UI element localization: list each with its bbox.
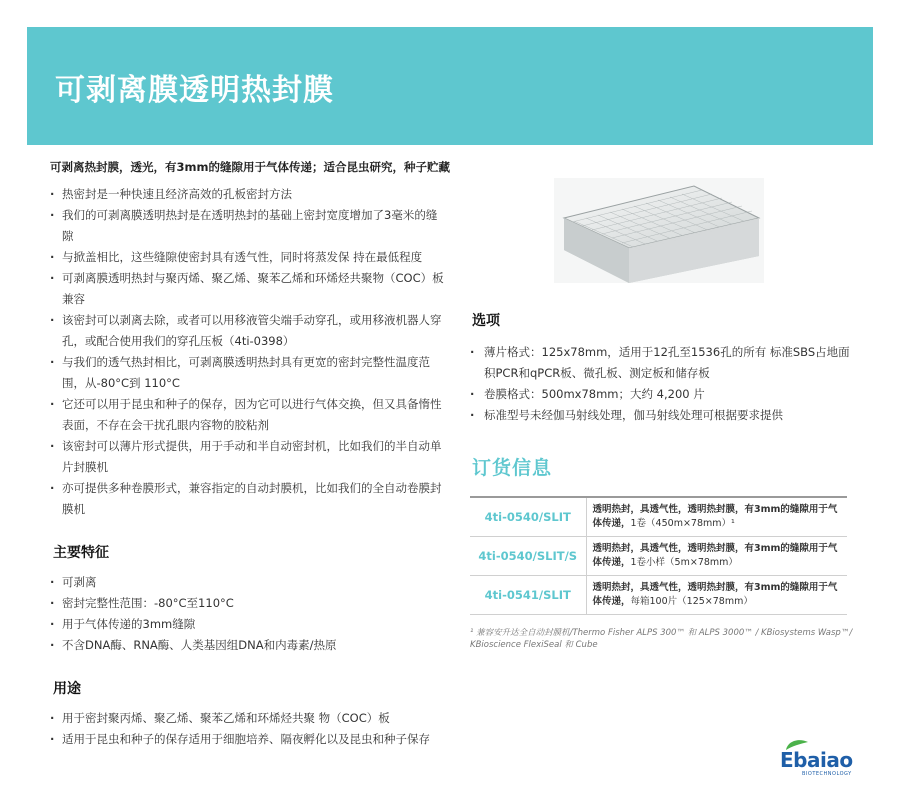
description-detail: 每箱100片（125×78mm）	[630, 596, 753, 607]
list-item: · 可剥离	[50, 572, 445, 593]
list-item: · 与我们的透气热封相比，可剥离膜透明热封具有更宽的密封完整性温度范围，从-80°C到 110°C	[50, 352, 445, 394]
company-logo	[780, 738, 860, 778]
description-detail: 1卷（450m×78mm）¹	[630, 518, 735, 529]
left-column	[50, 158, 450, 750]
list-item: · 密封完整性范围：-80°C至110°C	[50, 593, 445, 614]
features-title: 主要特征	[53, 545, 109, 561]
list-item: · 卷膜格式：500mx78mm；大约 4,200 片	[470, 384, 860, 405]
description-list	[50, 184, 445, 520]
product-code: 4ti-0541/SLIT	[470, 576, 586, 615]
list-item: · 亦可提供多种卷膜形式，兼容指定的自动封膜机，比如我们的全自动卷膜封膜机	[50, 478, 445, 520]
product-description	[586, 537, 847, 576]
product-code: 4ti-0540/SLIT	[470, 497, 586, 537]
list-item: · 它还可以用于昆虫和种子的保存，因为它可以进行气体交换，但又具备惰性表面，不存在会干扰孔眼内容物的胶粘剂	[50, 394, 445, 436]
description-bold: 透明热封，具透气性，透明热封膜，有3mm的缝隙用于气体传递，	[592, 543, 838, 568]
uses-title: 用途	[53, 681, 81, 697]
list-item: · 该密封可以薄片形式提供，用于手动和半自动密封机，比如我们的半自动单片封膜机	[50, 436, 445, 478]
list-item: · 不含DNA酶、RNA酶、人类基因组DNA和内毒素/热原	[50, 635, 445, 656]
list-item: · 热密封是一种快速且经济高效的孔板密封方法	[50, 184, 445, 205]
list-item: · 我们的可剥离膜透明热封是在透明热封的基础上密封宽度增加了3毫米的缝隙	[50, 205, 445, 247]
list-item: · 可剥离膜透明热封与聚丙烯、聚乙烯、聚苯乙烯和环烯烃共聚物（COC）板兼容	[50, 268, 445, 310]
description-bold: 透明热封，具透气性，透明热封膜，有3mm的缝隙用于气体传递，	[592, 582, 838, 607]
list-item: · 薄片格式：125x78mm，适用于12孔至1536孔的所有 标准SBS占地面积PCR和qPCR板、微孔板、测定板和储存板	[470, 342, 860, 384]
ordering-table	[470, 496, 847, 615]
intro-text: 可剥离热封膜，透光，有3mm的缝隙用于气体传递；适合昆虫研究，种子贮藏	[50, 160, 450, 174]
page-title: 可剥离膜透明热封膜	[55, 73, 334, 108]
sealed-plate-image	[554, 178, 764, 283]
logo-wordmark: Ebaiao	[780, 748, 853, 772]
features-list	[50, 572, 445, 656]
product-image	[554, 178, 764, 283]
table-row	[470, 537, 847, 576]
header-banner	[27, 27, 873, 145]
uses-list	[50, 708, 445, 750]
product-description	[586, 497, 847, 537]
table-row	[470, 497, 847, 537]
product-code: 4ti-0540/SLIT/S	[470, 537, 586, 576]
product-description	[586, 576, 847, 615]
right-column	[470, 310, 860, 651]
list-item: · 该密封可以剥离去除，或者可以用移液管尖端手动穿孔，或用移液机器人穿孔，或配合使用我们的穿孔压板（4ti-0398）	[50, 310, 445, 352]
options-list	[470, 342, 860, 426]
logo-subtitle: BIOTECHNOLOGY	[802, 771, 852, 777]
list-item: · 与掀盖相比，这些缝隙使密封具有透气性，同时将蒸发保 持在最低程度	[50, 247, 445, 268]
ordering-title: 订货信息	[472, 457, 553, 479]
list-item: · 标准型号未经伽马射线处理，伽马射线处理可根据要求提供	[470, 405, 860, 426]
table-row	[470, 576, 847, 615]
description-bold: 透明热封，具透气性，透明热封膜，有3mm的缝隙用于气体传递，	[592, 504, 838, 529]
footnote: ¹ 兼容安升达全自动封膜机/Thermo Fisher ALPS 300™ 和 ALPS 3000™ / KBiosystems Wasp™/ KBioscience FlexiSeal 和 Cube	[470, 628, 853, 650]
description-detail: 1卷小样（5m×78mm）	[630, 557, 738, 568]
list-item: · 用于密封聚丙烯、聚乙烯、聚苯乙烯和环烯烃共聚 物（COC）板	[50, 708, 445, 729]
list-item: · 适用于昆虫和种子的保存适用于细胞培养、隔夜孵化以及昆虫和种子保存	[50, 729, 445, 750]
list-item: · 用于气体传递的3mm缝隙	[50, 614, 445, 635]
options-title: 选项	[472, 313, 500, 329]
